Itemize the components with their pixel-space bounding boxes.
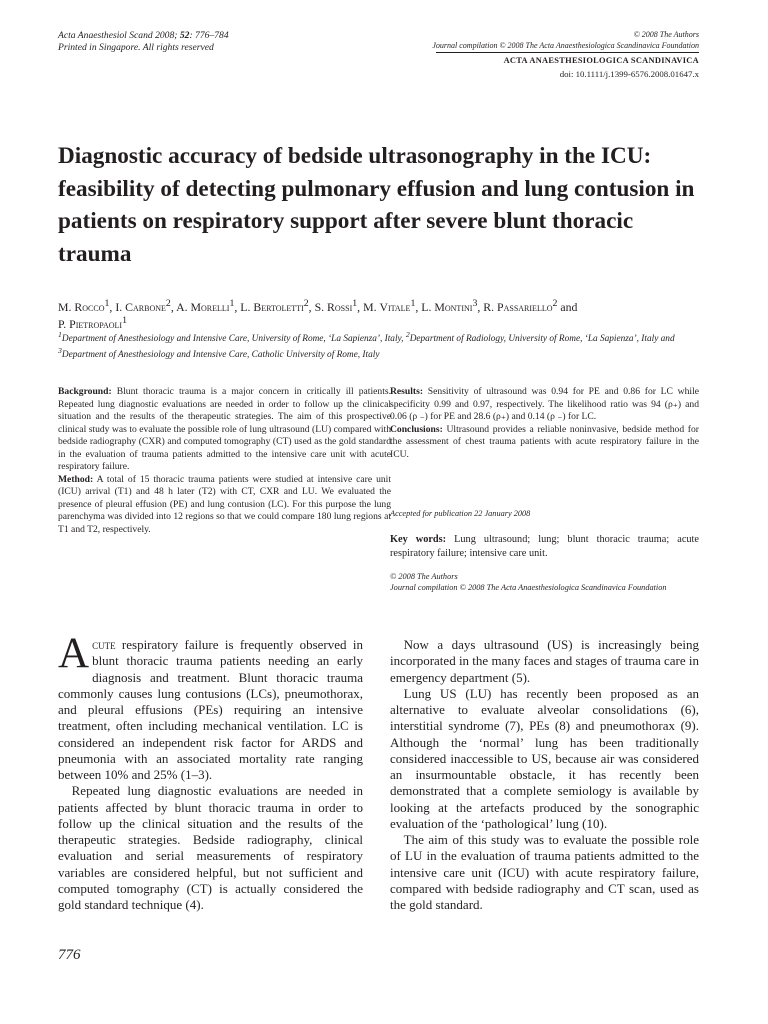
body-paragraph: Now a days ultrasound (US) is increasingly being incorporated in the many faces and stages of trauma care in emergency department (5). [390, 637, 699, 685]
author: R. Passariello$^2$ and [483, 298, 578, 314]
abstract-method: Method: A total of 15 thoracic trauma patients were studied at intensive care unit (ICU) arrival (T1) and 48 h later (T2) with CT, CXR and LU. We evaluated the presence of pleural effusion (PE) and lung contusion (LC). For this purpose the lung parenchyma was divided into 12 regions so that we could compare 180 lung regions at T1 and T2, respectively. [58, 473, 391, 535]
body-paragraph: Acute respiratory failure is frequently observed in blunt thoracic trauma patients needing an early diagnosis and treatment. Blunt thoracic trauma commonly causes lung contusions (LCs), pneumothorax, and pleural effusions (PEs) requiring an intensive treatment, often including mechanical ventilation. LC is considered an independent risk factor for ARDS and pneumonia with an associated mortality rate ranging between 10% and 25% (1–3). [58, 630, 363, 782]
article-title: Diagnostic accuracy of bedside ultrasonography in the ICU: feasibility of detecting pulmonary effusion and lung contusion in patients on respiratory support after severe blunt thoracic trauma [58, 143, 695, 267]
author-list [58, 297, 718, 332]
author: S. Rossi$^1$, [314, 298, 364, 314]
author: M. Vitale$^1$, [363, 298, 422, 314]
abstract-left-column [58, 386, 391, 536]
affiliations: $^1$Department of Anesthesiology and Intensive Care, University of Rome, ‘La Sapienza’, Italy, $^2$Department of Radiology, University of Rome, ‘La Sapienza’, Italy and $^3$Department of Anesthesiology and Intensive Care, Catholic University of Rome, Italy [58, 330, 675, 361]
body-left-column [58, 630, 363, 913]
author: L. Bertoletti$^2$, [240, 298, 315, 314]
body-right-column [390, 637, 699, 913]
copyright-notice: © 2008 The Authors Journal compilation © 2008 The Acta Anaesthesiologica Scandinavica Foundation [390, 572, 667, 592]
body-paragraph: Lung US (LU) has recently been proposed as an alternative to evaluate alveolar consolidations (6), interstitial syndrome (7), PEs (8) and pneumothorax (9). Although the ‘normal’ lung has been traditionally considered inaccessible to US, because air was considered an insurmountable obstacle, it has recently been demonstrated that a complete semiology is available by looking at the artefacts produced by the sonographic evaluation of the ‘pathological’ lung (10). [390, 685, 699, 831]
header-rule [436, 52, 699, 53]
abstract-results: Results: Sensitivity of ultrasound was 0.94 for PE and 0.86 for LC while specificity 0.99 and 0.97, respectively. The likelihood ratio was 94 (ρ₊) and 0.06 (ρ ₋) for PE and 28.6 (ρ₊) and 0.14 (ρ ₋) for LC. [390, 386, 699, 422]
author: A. Morelli$^1$, [176, 298, 241, 314]
body-paragraph: Repeated lung diagnostic evaluations are needed in patients affected by blunt thoracic trauma in order to follow up the clinical situation and the results of the therapeutic strategies. Bedside radiography, clinical evaluation and serial measurements of respiratory variables are considered helpful, but not sufficient and computed tomography (CT) is actually considered the gold standard technique (4). [58, 783, 363, 912]
body-paragraph: The aim of this study was to evaluate the possible role of LU in the evaluation of trauma patients admitted to the intensive care unit (ICU) with acute respiratory failure, compared with bedside radiography and CT scan, used as the gold standard. [390, 832, 699, 912]
accepted-date: Accepted for publication 22 January 2008 [390, 509, 531, 518]
abstract-background: Background: Blunt thoracic trauma is a major concern in critically ill patients. Repeated lung diagnostic evaluations are needed in order to follow up the clinical situation and the results of the therapeutic strategies. The aim of this prospective clinical study was to evaluate the possible role of lung ultrasound (LU) compared with bedside radiography (CXR) and computed tomography (CT) used as the gold standard in the evaluation of trauma patients admitted to the intensive care unit with acute respiratory failure. [58, 386, 391, 472]
drop-cap: A [58, 630, 90, 677]
abstract-right-column [390, 386, 699, 461]
page-number: 776 [58, 947, 81, 963]
author: I. Carbone$^2$, [115, 298, 177, 314]
abstract-conclusions: Conclusions: Ultrasound provides a reliable noninvasive, bedside method for the assessment of chest trauma patients with acute respiratory failure in the ICU. [390, 423, 699, 460]
author: L. Montini$^3$, [421, 298, 484, 314]
keywords: Key words: Lung ultrasound; lung; blunt thoracic trauma; acute respiratory failure; intensive care unit. [390, 534, 699, 559]
author: P. Pietropaoli$^1$ [58, 315, 128, 332]
author: M. Rocco$^1$, [58, 298, 116, 314]
journal-name: ACTA ANAESTHESIOLOGICA SCANDINAVICA [503, 56, 699, 65]
running-header-right: © 2008 The Authors Journal compilation © 2008 The Acta Anaesthesiologica Scandinavica Foundation [432, 30, 699, 50]
doi: doi: 10.1111/j.1399-6576.2008.01647.x [559, 69, 699, 79]
running-header-left: Acta Anaesthesiol Scand 2008; 52: 776–784 Printed in Singapore. All rights reserved [58, 30, 229, 53]
